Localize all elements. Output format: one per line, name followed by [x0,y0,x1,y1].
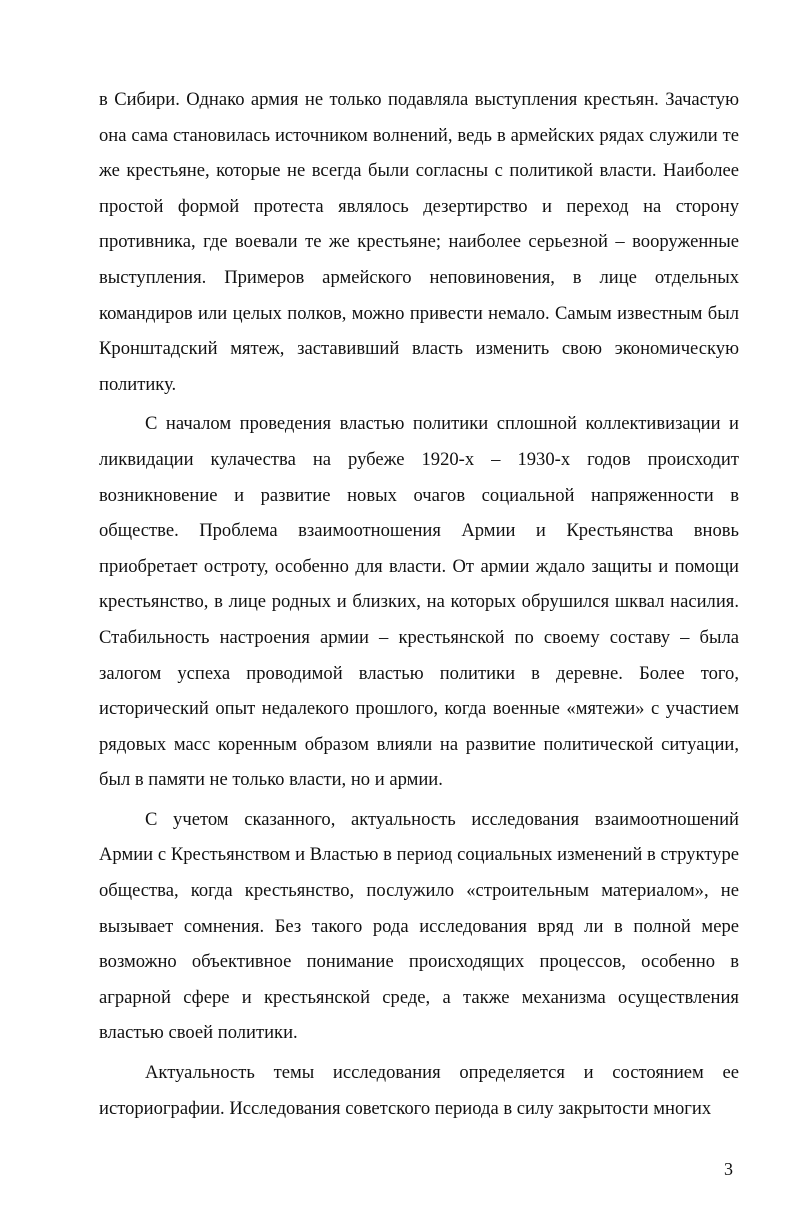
paragraph-3: С учетом сказанного, актуальность исследования взаимоотношений Армии с Крестьянством и Властью в период социальных изменений в структуре общества, когда крестьянство, послужило «строительным материалом», не вызывает сомнения. Без такого рода исследования вряд ли в полной мере возможно объективное понимание происходящих процессов, особенно в аграрной сфере и крестьянской среде, а также механизма осуществления властью своей политики. [99,808,739,1044]
paragraph-1: в Сибири. Однако армия не только подавляла выступления крестьян. Зачастую она сама становилась источником волнений, ведь в армейских рядах служили те же крестьяне, которые не всегда были согласны с политикой власти. Наиболее простой формой протеста являлось дезертирство и переход на сторону противника, где воевали те же крестьяне; наиболее серьезной – вооруженные выступления. Примеров армейского неповиновения, в лице отдельных командиров или целых полков, можно привести немало. Самым известным был Кронштадский мятеж, заставивший власть изменить свою экономическую политику. [99,89,739,395]
page-number: 3 [724,1159,733,1179]
paragraph-4: Актуальность темы исследования определяется и состоянием ее историографии. Исследования советского периода в силу закрытости многих [99,1062,739,1119]
body-text [99,82,739,1126]
paragraph-2: С началом проведения властью политики сплошной коллективизации и ликвидации кулачества на рубеже 1920-х – 1930-х годов происходит возникновение и развитие новых очагов социальной напряженности в обществе. Проблема взаимоотношения Армии и Крестьянства вновь приобретает остроту, особенно для власти. От армии ждало защиты и помощи крестьянство, в лице родных и близких, на которых обрушился шквал насилия. Стабильность настроения армии – крестьянской по своему составу – была залогом успеха проводимой властью политики в деревне. Более того, исторический опыт недалекого прошлого, когда военные «мятежи» с участием рядовых масс коренным образом влияли на развитие политической ситуации, был в памяти не только власти, но и армии. [99,413,739,791]
